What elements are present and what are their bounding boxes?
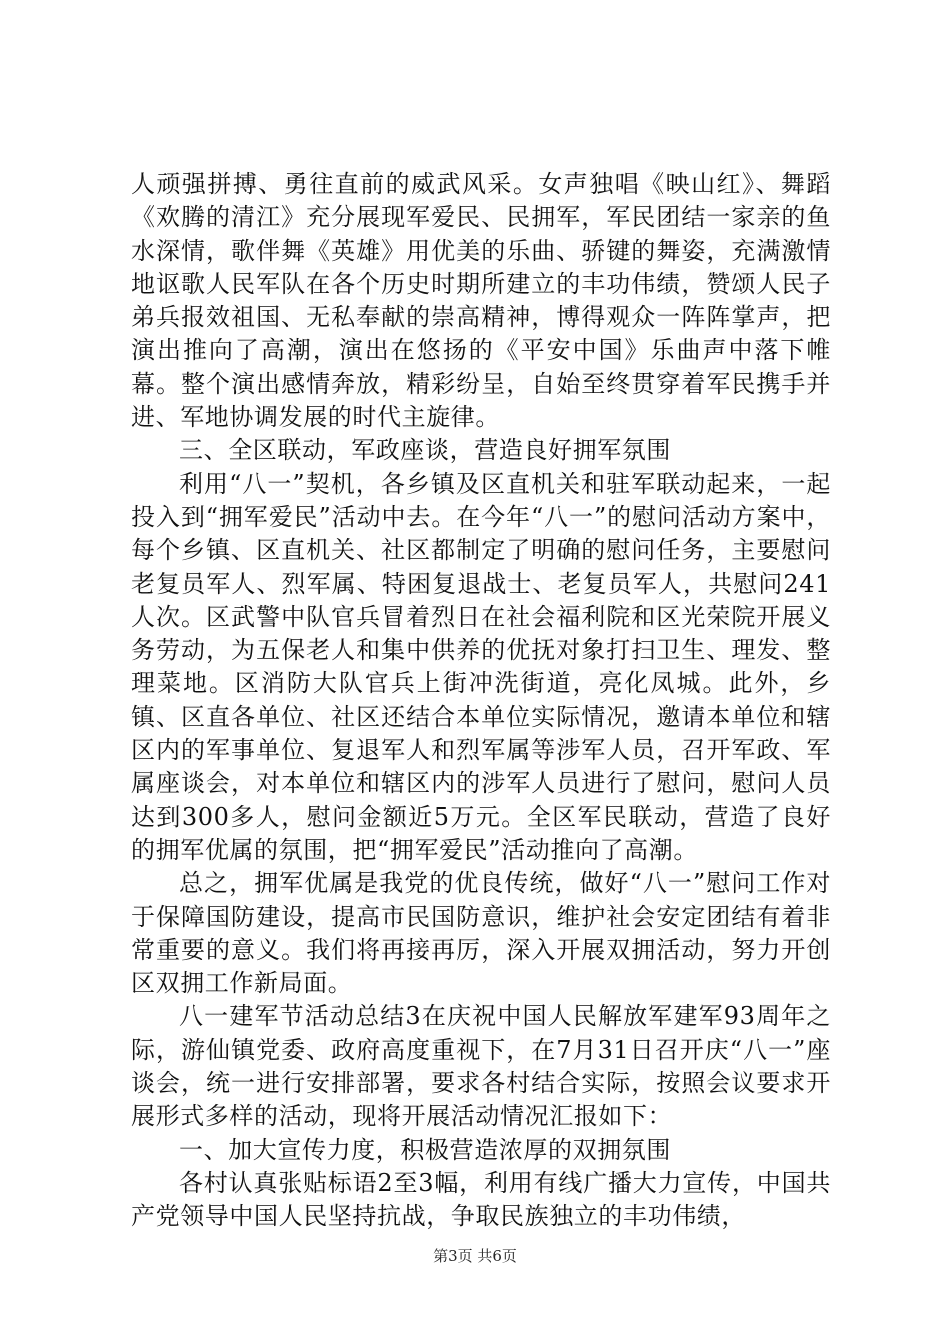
section-heading-one: 一、加大宣传力度，积极营造浓厚的双拥氛围 — [179, 1135, 671, 1164]
paragraph-publicity: 各村认真张贴标语2至3幅，利用有线广播大力宣传，中国共产党领导中国人民坚持抗战，争取民族独立的丰功伟绩， — [131, 1168, 831, 1231]
paragraph-performance-continued: 人顽强拼搏、勇往直前的威武风采。女声独唱《映山红》、舞蹈《欢腾的清江》充分展现军爱民、民拥军，军民团结一家亲的鱼水深情，歌伴舞《英雄》用优美的乐曲、骄键的舞姿，充满激情地讴歌人民军队在各个历史时期所建立的丰功伟绩，赞颂人民子弟兵报效祖国、无私奉献的崇高精神，博得观众一阵阵掌声，把演出推向了高潮，演出在悠扬的《平安中国》乐曲声中落下帷幕。整个演出感情奔放，精彩纷呈，自始至终贯穿着军民携手并进、军地协调发展的时代主旋律。 — [131, 170, 831, 432]
paragraph-summary-three-intro: 八一建军节活动总结3在庆祝中国人民解放军建军93周年之际，游仙镇党委、政府高度重视下，在7月31日召开庆“八一”座谈会，统一进行安排部署，要求各村结合实际，按照会议要求开展形式多样的活动，现将开展活动情况汇报如下： — [131, 1002, 831, 1131]
document-body — [131, 168, 831, 1234]
paragraph-conclusion: 总之，拥军优属是我党的优良传统，做好“八一”慰问工作对于保障国防建设，提高市民国防意识，维护社会安定团结有着非常重要的意义。我们将再接再厉，深入开展双拥活动，努力开创区双拥工作新局面。 — [131, 869, 831, 998]
section-heading-three: 三、全区联动，军政座谈，营造良好拥军氛围 — [179, 436, 671, 465]
page-footer: 第3页 共6页 — [433, 1247, 517, 1265]
paragraph-district-linkage: 利用“八一”契机，各乡镇及区直机关和驻军联动起来，一起投入到“拥军爱民”活动中去。在今年“八一”的慰问活动方案中，每个乡镇、区直机关、社区都制定了明确的慰问任务，主要慰问老复员军人、烈军属、特困复退战士、老复员军人，共慰问241人次。区武警中队官兵冒着烈日在社会福利院和区光荣院开展义务劳动，为五保老人和集中供养的优抚对象打扫卫生、理发、整理菜地。区消防大队官兵上街冲洗街道，亮化凤城。此外，乡镇、区直各单位、社区还结合本单位实际情况，邀请本单位和辖区内的军事单位、复退军人和烈军属等涉军人员，召开军政、军属座谈会，对本单位和辖区内的涉军人员进行了慰问，慰问人员达到300多人，慰问金额近5万元。全区军民联动，营造了良好的拥军优属的氛围，把“拥军爱民”活动推向了高潮。 — [131, 469, 831, 864]
